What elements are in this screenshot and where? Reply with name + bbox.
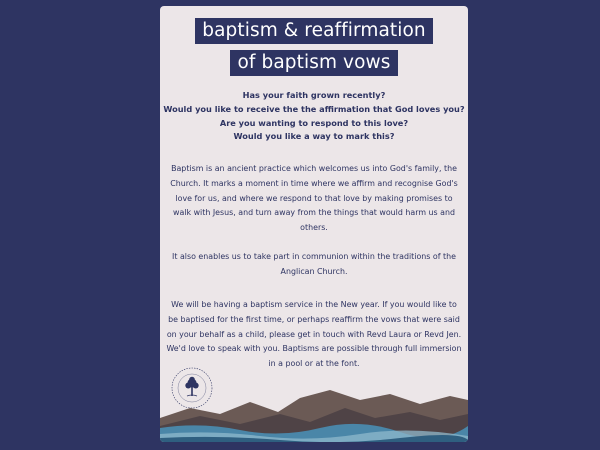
title-line-2: of baptism vows bbox=[230, 50, 397, 76]
question-item: Would you like a way to mark this? bbox=[233, 131, 395, 142]
paragraph-intro: Baptism is an ancient practice which welcomes us into God's family, the Church. It marks a moment in time where we affirm and recognise God's love for us, and where we respond to that love by making promises to walk with Jesus, and turn away from the things that would harm us and others. bbox=[170, 164, 458, 233]
question-list bbox=[160, 89, 468, 144]
title-line-1: baptism & reaffirmation bbox=[195, 18, 433, 44]
mountain-landscape bbox=[160, 378, 468, 442]
paragraph-contact: We will be having a baptism service in the New year. If you would like to be baptised for the first time, or perhaps reaffirm the vows that were said on your behalf as a child, please get in touch with Revd Laura or Revd Jen. We'd love to speak with you. Baptisms are possible through full immersion in a pool or at the font. bbox=[166, 300, 462, 369]
poster-card bbox=[160, 6, 468, 442]
question-item: Has your faith grown recently? bbox=[242, 90, 386, 100]
paragraph-communion: It also enables us to take part in communion within the traditions of the Anglican Church. bbox=[172, 252, 456, 276]
poster-title bbox=[160, 18, 468, 76]
question-item: Would you like to receive the the affirmation that God loves you? bbox=[163, 103, 465, 114]
question-item: Are you wanting to respond to this love? bbox=[219, 117, 409, 128]
